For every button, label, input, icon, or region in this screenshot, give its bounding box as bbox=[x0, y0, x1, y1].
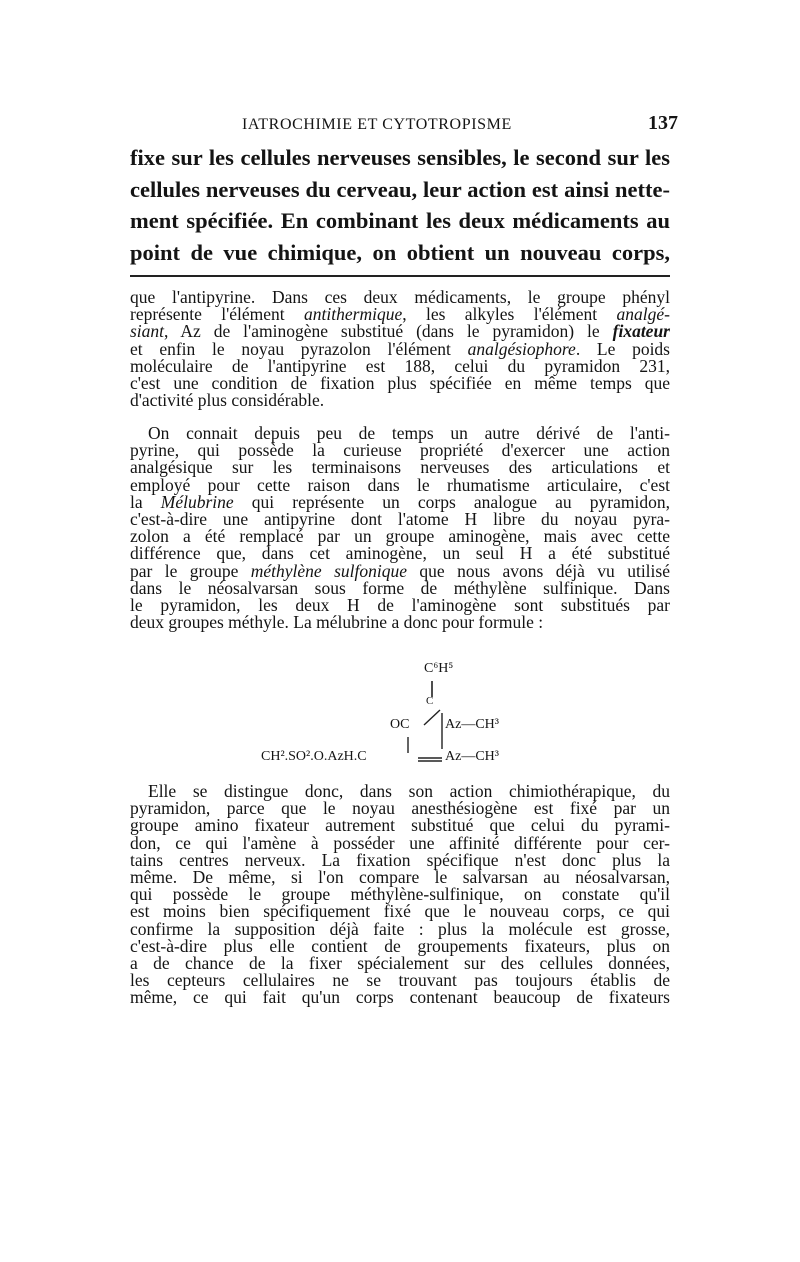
text-line: pyramidon, parce que le noyau anesthésiogène est fixé par un bbox=[130, 798, 670, 819]
text-line: employé pour cette raison dans le rhumatisme articulaire, c'est bbox=[130, 474, 670, 495]
text-line: point de vue chimique, on obtient un nouveau corps, bbox=[130, 239, 670, 265]
text-line: cellules nerveuses du cerveau, leur action est ainsi nette- bbox=[130, 176, 670, 202]
page-header bbox=[130, 112, 678, 140]
footnote-separator bbox=[130, 275, 670, 277]
text-line: zolon a été remplacé par un groupe aminogène, mais avec cette bbox=[130, 526, 670, 547]
text-line: qui possède le groupe méthylène-sulfinique, on constate qu'il bbox=[130, 884, 670, 905]
italic-term: siant bbox=[130, 321, 165, 342]
text-line: même, ce qui fait qu'un corps contenant beaucoup de fixateurs bbox=[130, 987, 670, 1008]
text-line: a de chance de la fixer spécialement sur des cellules données, bbox=[130, 953, 670, 974]
italic-term: méthylène sulfonique bbox=[250, 560, 408, 581]
italic-term: Mélubrine bbox=[160, 491, 234, 512]
running-title: IATROCHIMIE ET CYTOTROPISME bbox=[242, 116, 512, 133]
text-line: confirme la supposition déjà faite : plus la molécule est grosse, bbox=[130, 918, 670, 939]
text-line: représente l'élément antithermique, les alkyles l'élément analgé- bbox=[130, 304, 670, 325]
footnote-paragraph-2 bbox=[130, 425, 670, 631]
italic-term: fixateur bbox=[612, 321, 670, 342]
text-line: On connait depuis peu de temps un autre dérivé de l'anti- bbox=[148, 423, 670, 443]
text-line: d'activité plus considérable. bbox=[130, 390, 325, 411]
methyl-azote-top: Az—CH³ bbox=[445, 717, 499, 732]
text-line: dans le néosalvarsan sous forme de méthylène sulfinique. Dans bbox=[130, 577, 670, 598]
carbonyl-group: OC bbox=[390, 717, 410, 732]
text-line: que l'antipyrine. Dans ces deux médicaments, le groupe phényl bbox=[130, 287, 670, 307]
italic-term: antithermique bbox=[304, 304, 403, 325]
page-number: 137 bbox=[648, 112, 678, 134]
italic-term: analgésiophore bbox=[467, 338, 576, 359]
text-line: fixe sur les cellules nerveuses sensibles, le second sur les bbox=[130, 145, 670, 170]
text-line: moléculaire de l'antipyrine est 188, celui du pyramidon 231, bbox=[130, 355, 670, 376]
text-line: même. De même, si l'on compare le salvarsan au néosalvarsan, bbox=[130, 867, 670, 888]
text-line: la Mélubrine qui représente un corps analogue au pyramidon, bbox=[130, 491, 670, 512]
text-line: par le groupe méthylène sulfonique que nous avons déjà vu utilisé bbox=[130, 560, 670, 581]
carbon-atom: C bbox=[426, 695, 434, 707]
text-line: c'est-à-dire plus elle contient de groupements fixateurs, plus on bbox=[130, 935, 670, 956]
text-line: c'est une condition de fixation plus spécifiée en même temps que bbox=[130, 373, 670, 394]
footnote-paragraph-3 bbox=[130, 783, 670, 1007]
methylene-sulfonic-group: CH².SO².O.AzH.C bbox=[261, 749, 367, 764]
chemical-formula-melubrine bbox=[240, 655, 560, 775]
text-line: est moins bien spécifiquement fixé que le nouveau corps, ce qui bbox=[130, 901, 670, 922]
text-line: don, ce qui l'amène à posséder une affinité différente pour cer- bbox=[130, 832, 670, 853]
text-line: différence que, dans cet aminogène, un seul H a été substitué bbox=[130, 543, 670, 564]
text-line: groupe amino fixateur autrement substitué que celui du pyrami- bbox=[130, 815, 670, 836]
text-line: analgésique sur les terminaisons nerveuses des articulations et bbox=[130, 457, 670, 478]
text-line: tains centres nerveux. La fixation spécifique n'est donc plus la bbox=[130, 849, 670, 870]
text-line: siant, Az de l'aminogène substitué (dans le pyramidon) le fixateur bbox=[130, 321, 670, 342]
phenyl-group: C⁶H⁵ bbox=[424, 661, 454, 676]
text-line: deux groupes méthyle. La mélubrine a donc pour formule : bbox=[130, 612, 544, 633]
text-line: et enfin le noyau pyrazolon l'élément analgésiophore. Le poids bbox=[130, 338, 670, 359]
italic-term: analgé- bbox=[616, 304, 670, 325]
main-text-continuation bbox=[130, 142, 670, 268]
text-line: c'est-à-dire une antipyrine dont l'atome H libre du noyau pyra- bbox=[130, 509, 670, 530]
text-line: le pyramidon, les deux H de l'aminogène sont substitués par bbox=[130, 595, 670, 616]
footnote-paragraph-1 bbox=[130, 289, 670, 409]
text-line: Elle se distingue donc, dans son action chimiothérapique, du bbox=[148, 781, 670, 801]
methyl-azote-bottom: Az—CH³ bbox=[445, 749, 499, 764]
text-line: ment spécifiée. En combinant les deux médicaments au bbox=[130, 208, 670, 233]
text-line: les cepteurs cellulaires ne se trouvant pas toujours établis de bbox=[130, 970, 670, 991]
text-line: pyrine, qui possède la curieuse propriété d'exercer une action bbox=[130, 440, 670, 461]
